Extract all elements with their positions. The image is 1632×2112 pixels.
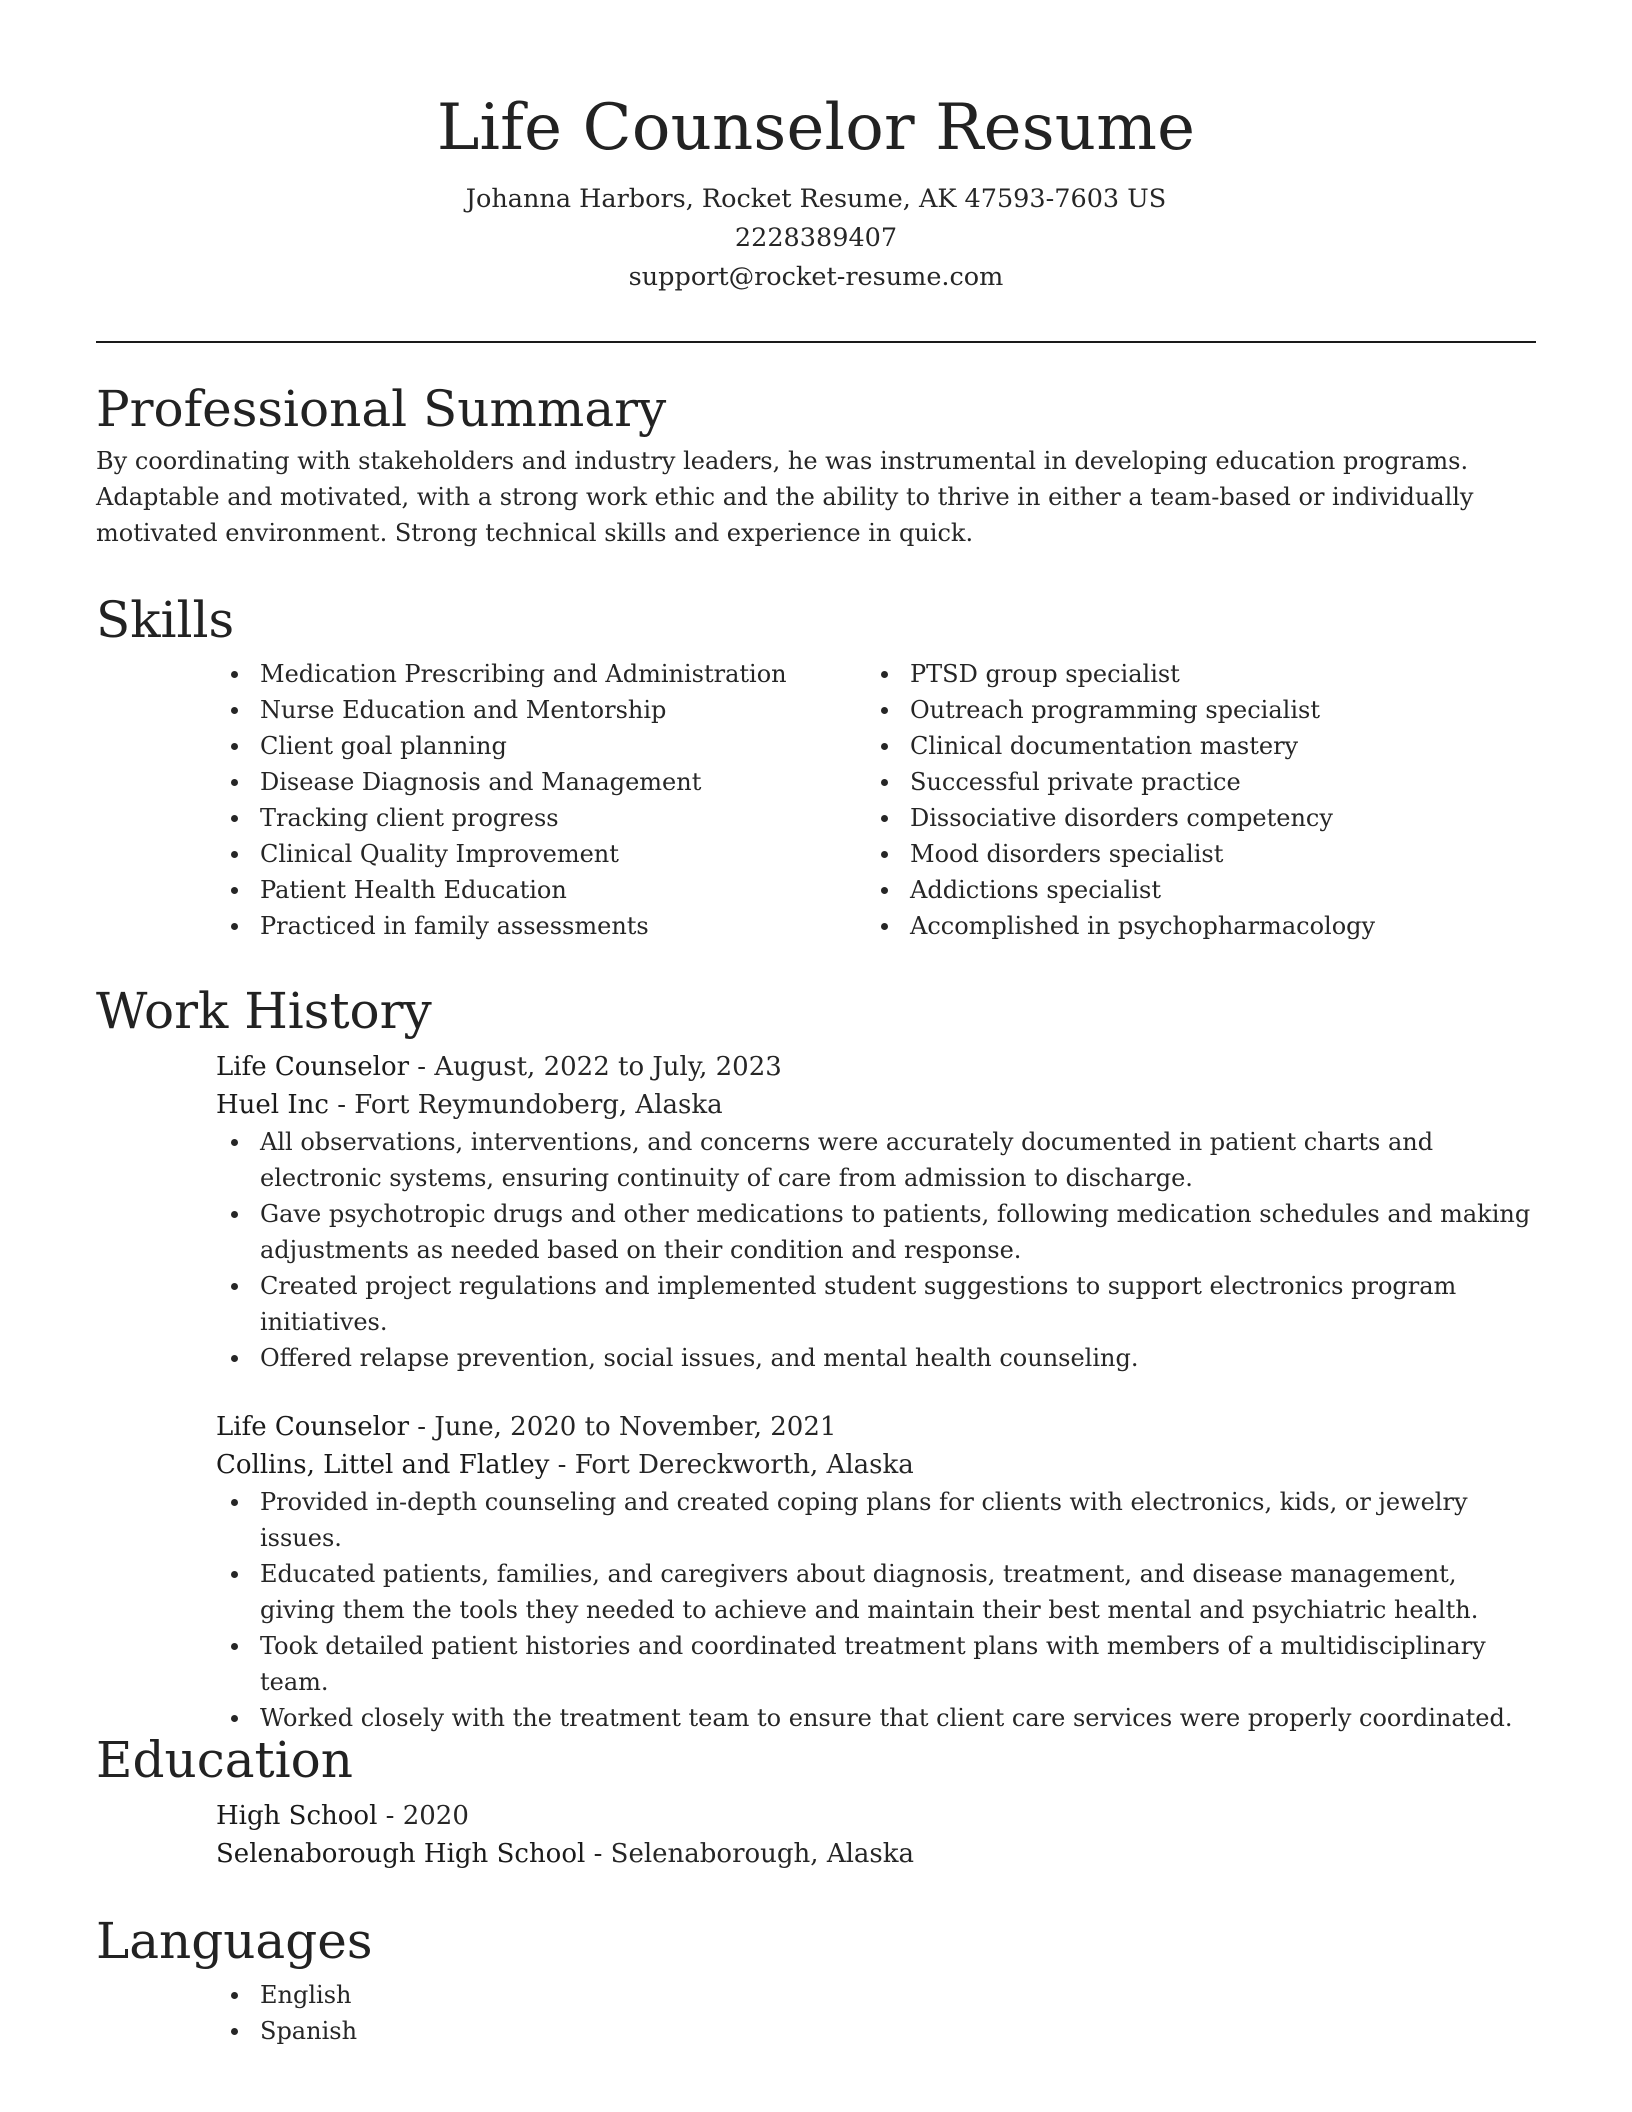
job-company: Collins, Littel and Flatley: [216, 1450, 550, 1480]
skill-item: Dissociative disorders competency: [866, 800, 1516, 836]
summary-heading: Professional Summary: [96, 380, 667, 438]
skill-item: Clinical documentation mastery: [866, 728, 1516, 764]
education-school: Selenaborough High School: [216, 1839, 586, 1869]
job-title: Life Counselor: [216, 1412, 410, 1442]
skill-item: Addictions specialist: [866, 872, 1516, 908]
skills-heading: Skills: [96, 591, 235, 649]
job-dates: - August, 2022 to July, 2023: [409, 1052, 782, 1082]
header-divider: [96, 341, 1536, 343]
job-entry: [216, 1048, 1536, 1124]
contact-email: support@rocket-resume.com: [628, 262, 1004, 292]
skill-item: PTSD group specialist: [866, 656, 1516, 692]
job-dates: - June, 2020 to November, 2021: [409, 1412, 837, 1442]
resume-title: Life Counselor Resume: [436, 91, 1196, 165]
education-degree: High School: [216, 1801, 378, 1831]
job-title-line: [216, 1408, 1536, 1446]
work-history-section: [96, 980, 1536, 1736]
job-duty: Worked closely with the treatment team to ensure that client care services were properly coordinated.: [216, 1700, 1536, 1736]
job-company-line: [216, 1446, 1536, 1484]
summary-text: By coordinating with stakeholders and industry leaders, he was instrumental in developing education programs. Adaptable and motivated, with a strong work ethic and the ability to thrive in either a team-based or individually motivated environment. Strong technical skills and experience in quick.: [96, 447, 1474, 547]
languages-list: [216, 1972, 1536, 2049]
languages-section: [96, 1910, 1536, 2049]
job-entry: [216, 1408, 1536, 1484]
job-duty: Educated patients, families, and caregivers about diagnosis, treatment, and disease management, giving them the tools they needed to achieve and maintain their best mental and psychiatric health.: [216, 1556, 1536, 1628]
skill-item: Client goal planning: [216, 728, 866, 764]
skill-item: Patient Health Education: [216, 872, 866, 908]
education-section: [96, 1729, 1536, 1873]
skills-list-right: [866, 656, 1516, 944]
job-company-line: [216, 1086, 1536, 1124]
summary-section: [96, 378, 1536, 551]
contact-phone: 2228389407: [734, 223, 898, 253]
job-duty: Offered relapse prevention, social issues, and mental health counseling.: [216, 1340, 1536, 1376]
language-item: English: [216, 1977, 1536, 2013]
education-location: - Selenaborough, Alaska: [585, 1839, 915, 1869]
skill-item: Accomplished in psychopharmacology: [866, 908, 1516, 944]
job-title-line: [216, 1048, 1536, 1086]
language-item: Spanish: [216, 2013, 1536, 2049]
skill-item: Outreach programming specialist: [866, 692, 1516, 728]
job-duty: Gave psychotropic drugs and other medications to patients, following medication schedules and making adjustments as needed based on their condition and response.: [216, 1196, 1536, 1268]
skill-item: Mood disorders specialist: [866, 836, 1516, 872]
education-heading: Education: [96, 1731, 353, 1789]
skill-item: Successful private practice: [866, 764, 1516, 800]
job-duties-list: [216, 1484, 1536, 1736]
job-duties-list: [216, 1124, 1536, 1376]
job-duty: Created project regulations and implemented student suggestions to support electronics program initiatives.: [216, 1268, 1536, 1340]
skills-list-left: [216, 656, 866, 944]
job-location: - Fort Reymundoberg, Alaska: [328, 1090, 723, 1120]
resume-header: [96, 80, 1536, 297]
job-location: - Fort Dereckworth, Alaska: [549, 1450, 914, 1480]
education-year: - 2020: [377, 1801, 469, 1831]
languages-heading: Languages: [96, 1912, 373, 1970]
skills-grid: [216, 651, 1536, 944]
job-title: Life Counselor: [216, 1052, 410, 1082]
education-entry: [216, 1797, 1536, 1873]
education-school-line: [216, 1835, 1536, 1873]
contact-address: Johanna Harbors, Rocket Resume, AK 47593-7603 US: [465, 184, 1167, 214]
work-history-heading: Work History: [96, 982, 432, 1040]
skill-item: Disease Diagnosis and Management: [216, 764, 866, 800]
skills-section: [96, 589, 1536, 944]
skill-item: Nurse Education and Mentorship: [216, 692, 866, 728]
job-duty: Took detailed patient histories and coordinated treatment plans with members of a multidisciplinary team.: [216, 1628, 1536, 1700]
skill-item: Medication Prescribing and Administration: [216, 656, 866, 692]
job-duty: Provided in-depth counseling and created coping plans for clients with electronics, kids, or jewelry issues.: [216, 1484, 1536, 1556]
job-company: Huel Inc: [216, 1090, 329, 1120]
skill-item: Tracking client progress: [216, 800, 866, 836]
education-degree-line: [216, 1797, 1536, 1835]
skill-item: Practiced in family assessments: [216, 908, 866, 944]
job-duty: All observations, interventions, and concerns were accurately documented in patient charts and electronic systems, ensuring continuity of care from admission to discharge.: [216, 1124, 1536, 1196]
skill-item: Clinical Quality Improvement: [216, 836, 866, 872]
